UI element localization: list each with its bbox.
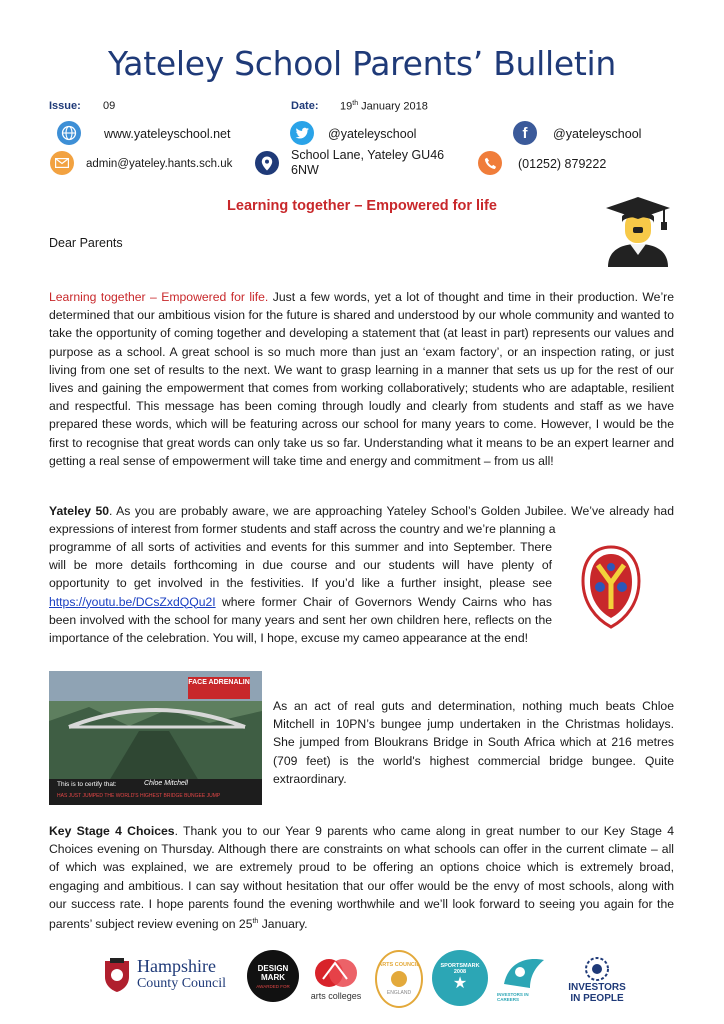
arts-council-logo: ARTS COUNCIL ENGLAND xyxy=(375,950,423,1008)
design-mark-logo: DESIGN MARK AWARDED FOR xyxy=(247,950,299,1002)
address: School Lane, Yateley GU46 6NW xyxy=(291,148,445,177)
investors-in-careers-logo: INVESTORS IN CAREERS xyxy=(497,950,551,1006)
school-crest-logo xyxy=(580,545,642,629)
bungee-certificate-photo xyxy=(49,671,262,805)
school-motto: Learning together – Empowered for life xyxy=(227,198,497,214)
investors-in-people-logo: INVESTORS IN PEOPLE xyxy=(560,950,634,1010)
location-pin-icon xyxy=(255,151,279,175)
twitter-handle[interactable]: @yateleyschool xyxy=(328,127,417,141)
page-title: Yateley School Parents’ Bulletin xyxy=(107,44,617,83)
youtube-link[interactable]: https://youtu.be/DCsZxdQQu2I xyxy=(49,594,216,609)
email-icon xyxy=(50,151,74,175)
bungee-paragraph: As an act of real guts and determination, nothing much beats Chloe Mitchell in 10PN’s bungee jump undertaken in the Christmas holidays. She jumped from Bloukrans Bridge in South Africa which at 216 metres (709 feet) is the world's highest commercial bridge bungee. Quite extraordinary. xyxy=(273,699,674,786)
hampshire-county-council-logo: Hampshire County Council xyxy=(94,950,234,1000)
phone-number[interactable]: (01252) 879222 xyxy=(518,157,607,171)
phone-icon xyxy=(478,151,502,175)
ks4-heading: Key Stage 4 Choices xyxy=(49,824,175,838)
ks4-paragraph: Key Stage 4 Choices. Thank you to our Year 9 parents who came along in great number to our Key Stage 4 Choices evening on Thursday. Although there are constraints on what schools can offer in the current climate – all of which was explained, we are extremely proud to be offering an options choice which is extremely broad, engaging and ambitious. I can say without hesitation that our offer would be the envy of most schools, along with our success rate. I hope parents found the evening worthwhile and we’ll look forward to seeing you again for the parents’ subject review evening on 25th January. xyxy=(49,824,674,932)
yateley50-paragraph-side: programme of all sorts of activities and events for this summer and into September. There will be more details forthcoming in due course and our students will have plenty of opportunity to get involved in the festivities. If you’d like a further insight, please see https://youtu.be/DCsZxdQQu2I where former Chair of Governors Wendy Cairns who has been involved with the school for many years and sent her own children here, reflects on the importance of the celebration. You will, I hope, excuse my cameo appearance at the end! xyxy=(49,540,552,646)
photo-footer: HAS JUST JUMPED THE WORLD'S HIGHEST BRIDGE BUNGEE JUMP xyxy=(57,793,221,799)
intro-paragraph: Learning together – Empowered for life. Just a few words, yet a lot of thought and time in their production. We’re determined that our ambitious vision for the future is shared and understood by our whole community and wanted to take the opportunity of coming together and developing a statement that (at least in part) represents our values and purpose as a school. A great school is so much more than just an ‘exam factory’, or an inspection rating, or just living from one set of results to the next. We want to grasp learning in a manner that sets us up for the rest of our lives and gaining the empowerment that comes from working collaboratively; students who are adaptable, resilient and respectful. This message has been coming through loudly and clearly from students and staff as we have prepared these words, which will be featuring across our school for many years to come. However, I would be the first to recognise that great words can only take us so far. Understanding what it means to be an expert learner and getting a real sense of empowerment will take time and energy and commitment – from us all! xyxy=(49,290,674,468)
photo-brand-badge: FACE ADRENALIN xyxy=(188,677,250,699)
photo-caption: This is to certify that: xyxy=(57,781,117,788)
globe-icon xyxy=(57,121,81,145)
email-link[interactable]: admin@yateley.hants.sch.uk xyxy=(86,158,233,170)
greeting: Dear Parents xyxy=(49,236,123,250)
website-link[interactable]: www.yateleyschool.net xyxy=(104,127,231,141)
issue-label: Issue: xyxy=(49,100,81,112)
date-value: 19th January 2018 xyxy=(340,100,428,113)
yateley50-paragraph-top: Yateley 50. As you are probably aware, we are approaching Yateley School’s Golden Jubilee. We’ve already had expressions of interest from former students and staff across the country and we’re planning a xyxy=(49,504,674,537)
intro-highlight: Learning together – Empowered for life. xyxy=(49,290,269,304)
arts-colleges-logo: arts colleges xyxy=(308,950,364,1006)
sportsmark-logo: SPORTSMARK 2008 ★ xyxy=(432,950,488,1006)
date-label: Date: xyxy=(291,100,319,112)
facebook-handle[interactable]: @yateleyschool xyxy=(553,127,642,141)
facebook-icon: f xyxy=(513,121,537,145)
twitter-icon xyxy=(290,121,314,145)
photo-name: Chloe Mitchell xyxy=(144,780,188,787)
yateley50-heading: Yateley 50 xyxy=(49,504,110,518)
graduate-icon xyxy=(600,193,676,267)
issue-value: 09 xyxy=(103,100,116,112)
